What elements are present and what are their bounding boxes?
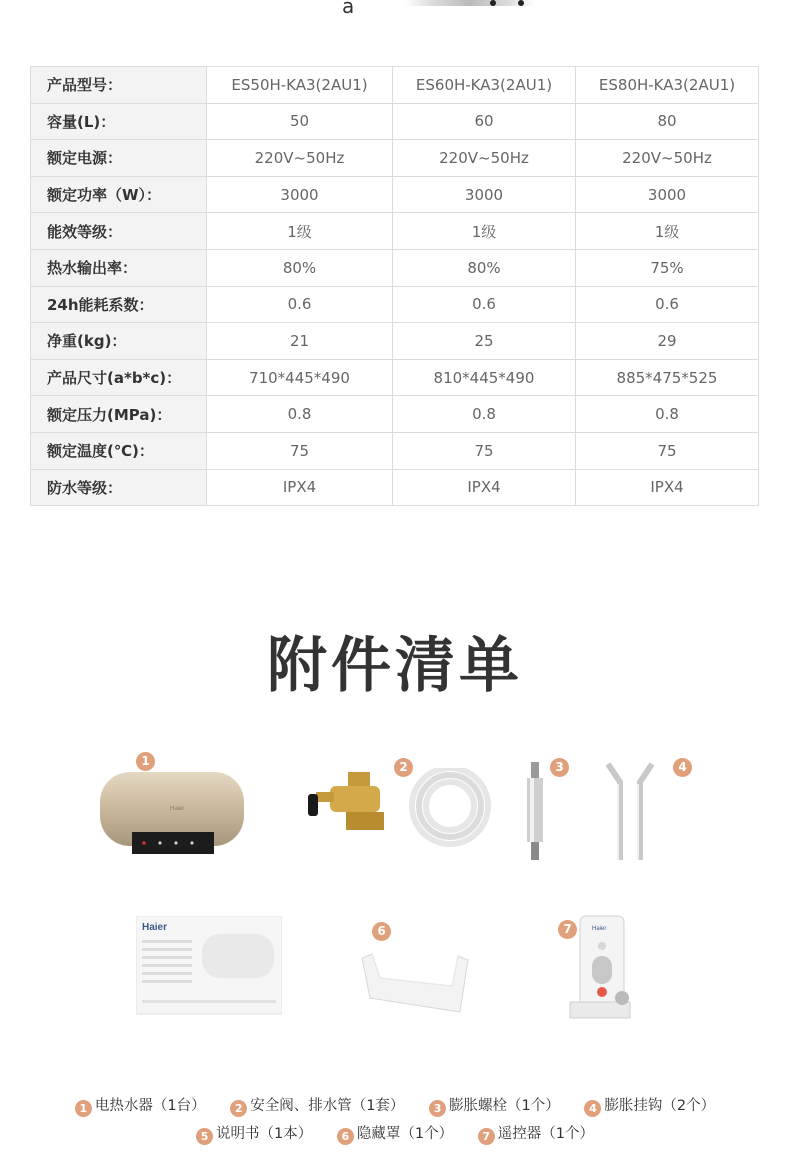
caption-item xyxy=(478,1126,594,1142)
row-label: 额定压力(MPa)： xyxy=(31,396,207,433)
caption-item xyxy=(75,1098,206,1114)
table-row xyxy=(31,249,759,286)
table-cell: 3000 xyxy=(576,176,759,213)
table-cell: IPX4 xyxy=(207,469,393,506)
table-cell: 220V~50Hz xyxy=(576,140,759,177)
row-label: 热水输出率： xyxy=(31,249,207,286)
row-label: 额定电源： xyxy=(31,140,207,177)
caption-text: 膨胀挂钩（2个） xyxy=(604,1098,716,1114)
row-label: 24h能耗系数： xyxy=(31,286,207,323)
row-label: 能效等级： xyxy=(31,213,207,250)
caption-item xyxy=(230,1098,404,1114)
remote-control-image xyxy=(562,912,634,1022)
expansion-bolt-image xyxy=(522,762,548,862)
hiding-cover-image xyxy=(356,936,476,1016)
caption-number: 7 xyxy=(478,1128,495,1145)
table-cell: 220V~50Hz xyxy=(393,140,576,177)
table-cell: 75% xyxy=(576,249,759,286)
caption-number: 5 xyxy=(196,1128,213,1145)
table-cell: 75 xyxy=(207,432,393,469)
water-heater-image xyxy=(96,768,248,860)
table-cell: 80 xyxy=(576,103,759,140)
item-number-badge: 2 xyxy=(394,758,413,777)
caption-number: 3 xyxy=(429,1100,446,1117)
item-number-badge: 3 xyxy=(550,758,569,777)
table-row xyxy=(31,140,759,177)
caption-number: 1 xyxy=(75,1100,92,1117)
table-row xyxy=(31,103,759,140)
table-cell: 60 xyxy=(393,103,576,140)
table-cell: 75 xyxy=(576,432,759,469)
caption-text: 膨胀螺栓（1个） xyxy=(449,1098,560,1114)
caption-text: 说明书（1本） xyxy=(216,1126,313,1142)
table-cell: 50 xyxy=(207,103,393,140)
row-label: 产品型号： xyxy=(31,67,207,104)
table-cell: 21 xyxy=(207,323,393,360)
row-label: 产品尺寸(a*b*c)： xyxy=(31,359,207,396)
top-fragment-graphic xyxy=(405,0,535,6)
caption-item xyxy=(337,1126,453,1142)
top-fragment-text: a xyxy=(342,0,355,18)
table-row xyxy=(31,323,759,360)
table-cell: 0.8 xyxy=(207,396,393,433)
table-cell: 0.8 xyxy=(393,396,576,433)
item-number-badge: 7 xyxy=(558,920,577,939)
table-row xyxy=(31,359,759,396)
accessory-caption-line-1 xyxy=(0,1094,790,1117)
specs-table xyxy=(30,66,759,506)
table-row xyxy=(31,432,759,469)
table-cell: 80% xyxy=(393,249,576,286)
caption-text: 安全阀、排水管（1套） xyxy=(250,1098,405,1114)
table-cell: 3000 xyxy=(393,176,576,213)
top-fragment-dot xyxy=(518,0,524,6)
table-cell: 1级 xyxy=(393,213,576,250)
item-number-badge: 1 xyxy=(136,752,155,771)
remote-brand-text: Haier xyxy=(592,926,607,932)
row-label: 额定功率（W）： xyxy=(31,176,207,213)
accessories-title: 附件清单 xyxy=(267,631,523,701)
table-cell: 25 xyxy=(393,323,576,360)
model-name: ES80H-KA3(2AU1) xyxy=(576,67,759,104)
table-row xyxy=(31,469,759,506)
table-cell: 810*445*490 xyxy=(393,359,576,396)
top-fragment-dot xyxy=(490,0,496,6)
caption-number: 2 xyxy=(230,1100,247,1117)
table-cell: 1级 xyxy=(207,213,393,250)
model-name: ES50H-KA3(2AU1) xyxy=(207,67,393,104)
table-row xyxy=(31,176,759,213)
table-row xyxy=(31,213,759,250)
table-cell: IPX4 xyxy=(393,469,576,506)
caption-text: 隐藏罩（1个） xyxy=(356,1126,454,1142)
row-label: 额定温度(℃)： xyxy=(31,432,207,469)
table-cell: 75 xyxy=(393,432,576,469)
manual-image xyxy=(136,916,282,1016)
model-name: ES60H-KA3(2AU1) xyxy=(393,67,576,104)
table-row xyxy=(31,396,759,433)
manual-brand-text: Haier xyxy=(142,922,168,933)
table-cell: 3000 xyxy=(207,176,393,213)
caption-number: 4 xyxy=(584,1100,601,1117)
caption-item xyxy=(584,1098,715,1114)
caption-number: 6 xyxy=(337,1128,354,1145)
table-cell: 0.6 xyxy=(393,286,576,323)
caption-text: 遥控器（1个） xyxy=(497,1126,594,1142)
caption-item xyxy=(196,1126,312,1142)
heater-brand-text: Haier xyxy=(170,806,185,812)
table-cell: IPX4 xyxy=(576,469,759,506)
safety-valve-drain-hose-image xyxy=(302,768,502,850)
table-cell: 710*445*490 xyxy=(207,359,393,396)
table-cell: 220V~50Hz xyxy=(207,140,393,177)
row-label: 容量(L)： xyxy=(31,103,207,140)
caption-text: 电热水器（1台） xyxy=(94,1098,206,1114)
table-cell: 29 xyxy=(576,323,759,360)
top-cropped-fragment xyxy=(0,0,790,20)
item-number-badge: 6 xyxy=(372,922,391,941)
row-label: 净重(kg)： xyxy=(31,323,207,360)
table-row xyxy=(31,67,759,104)
table-cell: 1级 xyxy=(576,213,759,250)
table-cell: 0.8 xyxy=(576,396,759,433)
table-cell: 0.6 xyxy=(207,286,393,323)
table-cell: 885*475*525 xyxy=(576,359,759,396)
accessory-caption-line-2 xyxy=(0,1122,790,1145)
caption-item xyxy=(429,1098,560,1114)
table-row xyxy=(31,286,759,323)
table-cell: 0.6 xyxy=(576,286,759,323)
expansion-hooks-image xyxy=(602,760,662,864)
item-number-badge: 4 xyxy=(673,758,692,777)
row-label: 防水等级： xyxy=(31,469,207,506)
table-cell: 80% xyxy=(207,249,393,286)
